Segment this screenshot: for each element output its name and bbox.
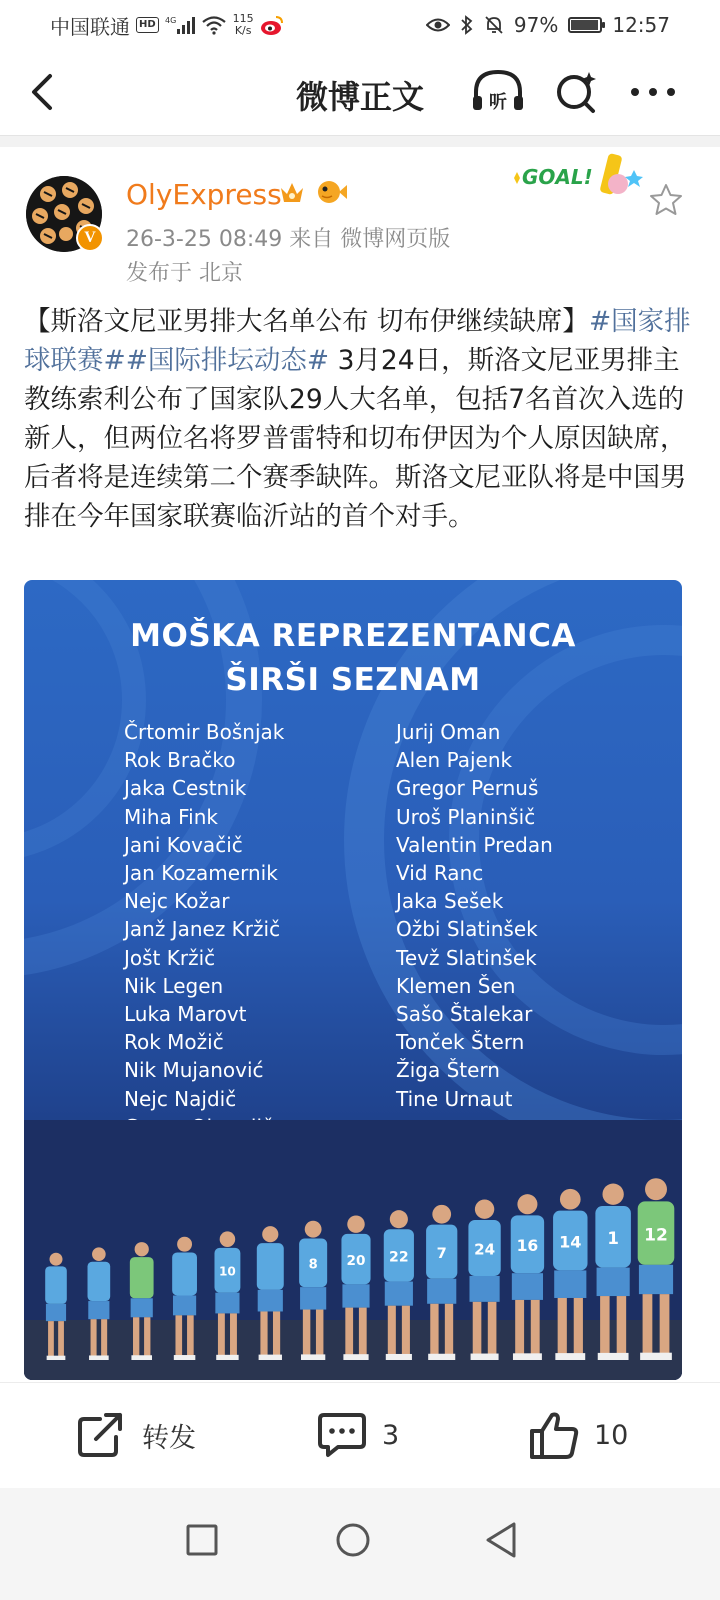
- roster-name: Miha Fink: [124, 804, 218, 829]
- home-circle-icon[interactable]: [323, 1510, 383, 1570]
- roster-name: Nejc Kožar: [124, 889, 230, 914]
- roster-name: Uroš Planinšič: [396, 804, 536, 829]
- post-location: 发布于 北京: [126, 261, 243, 286]
- roster-name: Žiga Štern: [396, 1058, 500, 1083]
- jersey-number: 12: [644, 1225, 668, 1246]
- top-nav-bar: [0, 50, 720, 135]
- jersey-number: 14: [559, 1232, 582, 1252]
- roster-name: Jan Kozamernik: [124, 861, 278, 886]
- comment-count: 3: [382, 1419, 400, 1451]
- signal-icon: [165, 15, 195, 35]
- listen-headphone-icon[interactable]: [470, 68, 526, 116]
- forward-label: 转发: [142, 1422, 196, 1454]
- svg-text:4G: 4G: [164, 16, 176, 25]
- comment-icon: [316, 1411, 368, 1459]
- roster-names-right: [396, 718, 553, 1113]
- crown-badge-icon[interactable]: [278, 178, 306, 206]
- roster-name: Jurij Oman: [396, 720, 501, 744]
- goal-sticker-icon: [508, 150, 658, 200]
- net-speed-unit: K/s: [234, 24, 252, 37]
- roster-name: Janž Janez Kržič: [124, 917, 281, 942]
- page-title: 微博正文: [295, 78, 424, 116]
- forward-button[interactable]: [76, 1407, 196, 1463]
- hashtag-link[interactable]: #国家排球联赛#: [24, 306, 691, 376]
- roster-name: Valentin Predan: [396, 832, 553, 857]
- listen-label: 听: [489, 92, 507, 113]
- username[interactable]: OlyExpress: [126, 178, 282, 211]
- wifi-icon: [201, 15, 227, 35]
- favorite-star-icon[interactable]: [648, 182, 684, 218]
- goal-text: GOAL!: [522, 165, 593, 189]
- battery-percent: 97%: [513, 13, 559, 37]
- roster-name: Sašo Štalekar: [396, 1002, 533, 1027]
- roster-name: Nik Legen: [124, 973, 224, 998]
- thumbs-up-icon: [528, 1409, 580, 1461]
- carrier-label: 中国联通: [50, 14, 130, 39]
- bluetooth-icon: [460, 15, 474, 35]
- jersey-number: 24: [474, 1240, 496, 1259]
- roster-name: Nik Mujanović: [124, 1058, 264, 1083]
- jersey-number: 1: [607, 1228, 619, 1248]
- roster-title-line1: MOŠKA REPREZENTANCA: [130, 618, 576, 654]
- post-body: [24, 302, 696, 536]
- roster-name: Črtomir Bošnjak: [124, 720, 285, 744]
- roster-name: Jani Kovačič: [124, 832, 243, 857]
- jersey-number: 16: [516, 1236, 539, 1255]
- eye-icon: [426, 16, 450, 34]
- hd-badge: HD: [136, 17, 159, 33]
- jersey-number: 8: [308, 1257, 318, 1273]
- roster-name: Alen Pajenk: [396, 748, 513, 773]
- like-button[interactable]: [528, 1407, 628, 1463]
- post-body-text: 3月24日，斯洛文尼亚男排主教练索利公布了国家队29人大名单，包括7名首次入选的新人，但两位名将罗普雷特和切布伊因为个人原因缺席，后者将是连续第二个赛季缺阵。斯洛文尼亚队将是中国男排在今年国家联赛临沂站的首个对手。: [24, 345, 687, 532]
- action-bar: [0, 1382, 720, 1488]
- status-left: [50, 11, 284, 40]
- comment-button[interactable]: [316, 1407, 399, 1463]
- roster-name: Jaka Cestnik: [124, 776, 247, 801]
- roster-name: Ožbi Slatinšek: [396, 917, 538, 942]
- verified-badge: V: [76, 224, 104, 252]
- share-icon: [76, 1411, 128, 1459]
- recent-apps-square-icon[interactable]: [172, 1510, 232, 1570]
- jersey-number: 20: [346, 1252, 366, 1269]
- battery-fill: [571, 20, 598, 30]
- fish-badge-icon[interactable]: [314, 178, 348, 206]
- roster-name: Tonček Štern: [396, 1030, 525, 1055]
- roster-name: Jaka Sešek: [396, 889, 504, 914]
- roster-name: Jošt Kržič: [124, 945, 216, 970]
- roster-name: Rok Možič: [124, 1030, 224, 1055]
- hashtag-link[interactable]: #国际排坛动态#: [125, 345, 330, 376]
- status-bar: [0, 0, 720, 50]
- roster-name: Tine Urnaut: [396, 1086, 513, 1111]
- jersey-number: 10: [219, 1264, 236, 1279]
- net-speed-value: 115: [232, 12, 254, 25]
- post-image[interactable]: [24, 580, 682, 1380]
- weibo-notification-icon: [260, 14, 284, 36]
- search-icon[interactable]: [553, 68, 601, 116]
- more-options-icon[interactable]: [628, 68, 678, 116]
- roster-name: Klemen Šen: [396, 973, 516, 998]
- roster-names-left: [124, 718, 284, 1141]
- status-right: [426, 13, 670, 37]
- post-headline: 【斯洛文尼亚男排大名单公布 切布伊继续缺席】: [24, 306, 589, 337]
- team-photo: [24, 1120, 682, 1380]
- like-count: 10: [594, 1419, 629, 1451]
- roster-name: Vid Ranc: [396, 861, 484, 886]
- roster-title-line2: ŠIRŠI SEZNAM: [225, 662, 481, 698]
- jersey-number: 7: [436, 1244, 447, 1262]
- roster-name: Rok Bračko: [124, 748, 236, 773]
- net-speed: [233, 13, 254, 37]
- mute-bell-icon: [484, 15, 504, 35]
- battery-icon: [568, 17, 602, 33]
- roster-name: Tevž Slatinšek: [396, 945, 537, 970]
- system-nav-bar: [0, 1488, 720, 1600]
- post-meta: 26-3-25 08:49 来自 微博网页版: [126, 227, 451, 252]
- roster-name: Luka Marovt: [124, 1002, 247, 1027]
- roster-name: Gregor Pernuš: [396, 776, 539, 801]
- back-triangle-icon[interactable]: [472, 1510, 532, 1570]
- user-badges: [278, 178, 348, 206]
- roster-name: Nejc Najdič: [124, 1086, 237, 1111]
- roster-title: [24, 614, 682, 702]
- clock: 12:57: [612, 13, 670, 37]
- header-divider: [0, 135, 720, 147]
- jersey-number: 22: [389, 1249, 409, 1266]
